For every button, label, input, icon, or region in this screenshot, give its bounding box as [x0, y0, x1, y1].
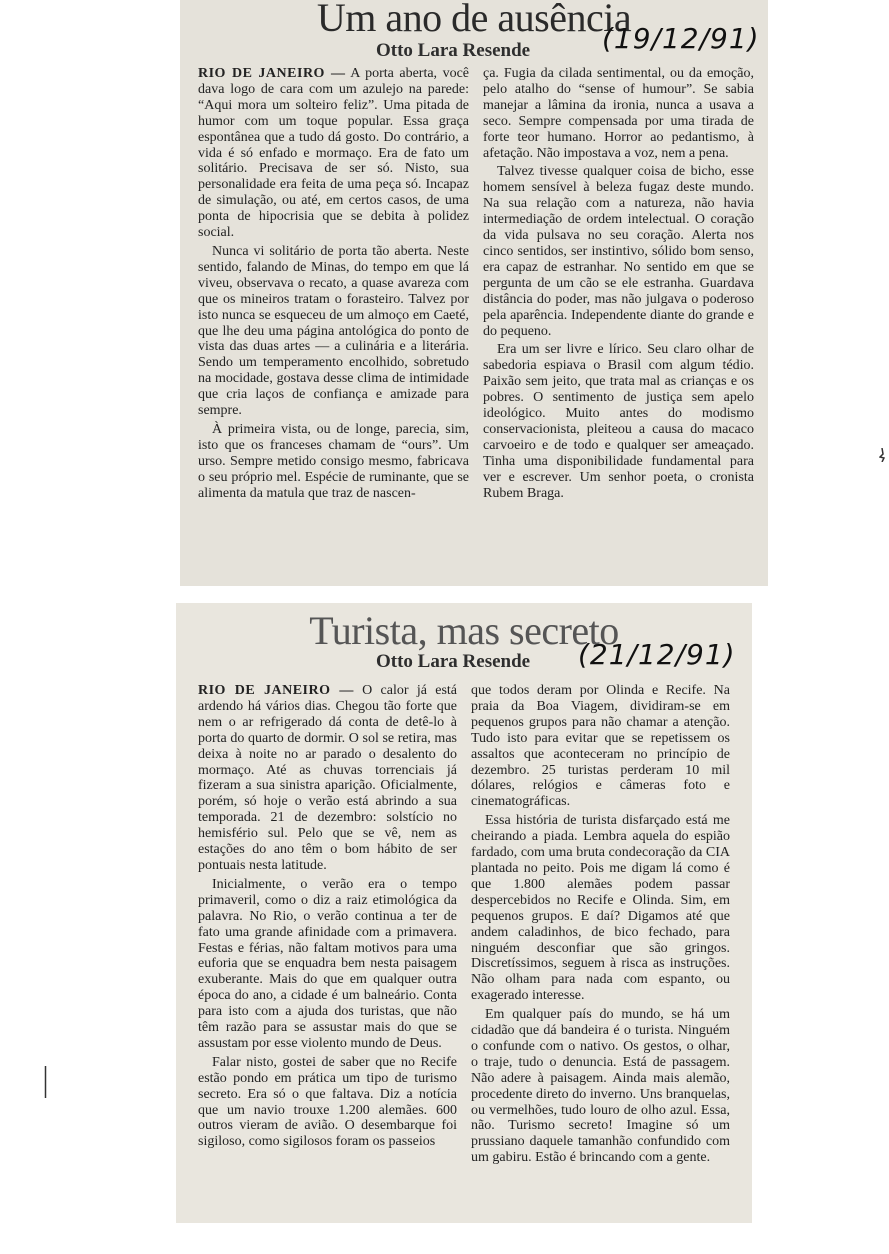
handwritten-date: (21/12/91) [578, 638, 736, 671]
paragraph: que todos deram por Olinda e Recife. Na praia da Boa Viagem, dividiram-se em pequenos grupos para não chamar a atenção. Tudo isto para evitar que se repetissem os assaltos que aconteceram no princípio de dezembro. 25 turistas perderam 10 mil dólares, relógios e câmeras foto e cinematográficas. [471, 683, 730, 810]
paragraph: RIO DE JANEIRO — A porta aberta, você dava logo de cara com um azulejo na parede: “Aqui mora um solteiro feliz”. Uma pitada de humor com um toque popular. Essa graça espontânea que a tudo dá gosto. Do contrário, a vida é só enfado e mormaço. Era de fato um solitário. Precisava de ser só. Nisto, sua personalidade era feita de uma peça só. Incapaz de simulação, ou até, em certos casos, de uma ponta de hipocrisia que se debita à polidez social. [198, 66, 469, 241]
byline: Otto Lara Resende [376, 40, 531, 61]
scan-mark [879, 448, 885, 462]
column-left [198, 683, 457, 1169]
clipping-turista-mas-secreto [176, 603, 752, 1223]
column-left [198, 66, 469, 504]
paragraph: Nunca vi solitário de porta tão aberta. Neste sentido, falando de Minas, do tempo em que lá viveu, observava o recato, a quase avareza com que os mineiros tratam o forasteiro. Talvez por isto nunca se esqueceu de um almoço em Caeté, que lhe deu uma página antológica do ponto de vista das duas artes — a culinária e a literária. Sendo um temperamento encolhido, sobretudo na mocidade, gostava desse clima de intimidade que cria laços de confiança e amizade para sempre. [198, 243, 469, 419]
paragraph: Inicialmente, o verão era o tempo primaveril, como o diz a raiz etimológica da palavra. No Rio, o verão continua a ter de fato uma grande afinidade com a primavera. Festas e férias, não faltam motivos para uma euforia que se enquadra bem nesta paisagem exuberante. Mais do que em qualquer outra época do ano, a cidade é um balneário. Conta para isto com a ajuda dos turistas, que não têm razão para se assustar mais do que se assustam por esse violento mundo de Deus. [198, 876, 457, 1051]
clipping-um-ano-de-ausencia [180, 0, 768, 586]
paragraph: Falar nisto, gostei de saber que no Recife estão pondo em prática um tipo de turismo secreto. Era só o que faltava. Diz a notícia que um navio trouxe 1.200 alemães. 600 outros vieram de avião. O desembarque foi sigiloso, como sigilosos foram os passeios [198, 1054, 457, 1150]
handwritten-date: (19/12/91) [602, 22, 760, 55]
paragraph: Essa história de turista disfarçado está me cheirando a piada. Lembra aquela do espião fardado, com uma bruta condecoração da CIA plantada no peito. Pois me digam lá como é que 1.800 alemães podem passar despercebidos no Recife e Olinda. Sim, em pequenos grupos. E daí? Digamos até que andem caladinhos, de bico fechado, para ninguém desconfiar que são gringos. Discretíssimos, seguem à risca as instruções. Não olham para nada com espanto, ou exagerado interesse. [471, 813, 730, 1004]
paragraph: À primeira vista, ou de longe, parecia, sim, isto que os franceses chamam de “ours”. Um urso. Sempre metido consigo mesmo, fabricava o seu próprio mel. Espécie de ruminante, que se alimenta da matula que traz de nascen- [198, 421, 469, 501]
dateline: RIO DE JANEIRO — [198, 66, 346, 81]
article-body [198, 66, 754, 504]
paragraph: RIO DE JANEIRO — O calor já está ardendo há vários dias. Chegou tão forte que nem o ar refrigerado dá conta de detê-lo à porta do quarto de dormir. O sol se retira, mas deixa à noite no ar parado o desalento do mormaço. Até as chuvas torrenciais já fizeram a sua sinistra aparição. Oficialmente, porém, só hoje o verão está abrindo a sua temporada. 21 de dezembro: solstício no hemisfério sul. Pelo que se vê, nem as estações do ano têm o bom hábito de ser pontuais nesta latitude. [198, 683, 458, 873]
paragraph: Em qualquer país do mundo, se há um cidadão que dá bandeira é o turista. Ninguém o confunde com o nativo. Os gestos, o olhar, o traje, tudo o denuncia. Está de passagem. Não adere à paisagem. Ainda mais alemão, procedente direto do inverno. Uns branquelas, ou vermelhões, tudo louro de olho azul. Essa, não. Turismo secreto! Imagine só um prussiano daquele tamanhão confundido com um gabiru. Estão é brincando com a gente. [471, 1007, 730, 1166]
paragraph: Era um ser livre e lírico. Seu claro olhar de sabedoria espiava o Brasil com algum tédio. Paixão sem jeito, que trata mal as crianças e os pobres. O sentimento de justiça sem apelo ideológico. Muito antes do modismo conservacionista, pleiteou a causa do macaco carvoeiro e de todo e qualquer ser ameaçado. Tinha uma disponibilidade fundamental para ver e escrever. Um senhor poeta, o cronista Rubem Braga. [483, 342, 754, 501]
headline: Um ano de ausência [316, 0, 632, 40]
paragraph: Talvez tivesse qualquer coisa de bicho, esse homem sensível à beleza fugaz deste mundo. Na sua relação com a natureza, não havia intermediação de ordem intelectual. O coração da vida pulsava no seu coração. Alerta nos cinco sentidos, ser instintivo, sólido bom senso, era capaz de estranhar. No sentido em que se pergunta de um cão se ele estranha. Guardava distância do poder, mas não julgava o poderoso pela aparência. Independente diante do grande e do pequeno. [483, 164, 754, 339]
column-right [471, 683, 730, 1169]
headline: Turista, mas secreto [309, 608, 619, 653]
paragraph: ça. Fugia da cilada sentimental, ou da emoção, pelo atalho do “sense of humour”. Se sabia manejar a lâmina da ironia, nunca a usava a seco. Sempre compensada por uma tirada de forte teor humano. Horror ao pedantismo, à afetação. Não impostava a voz, nem a pena. [483, 66, 754, 161]
article-body [198, 683, 730, 1169]
column-right [483, 66, 754, 504]
scan-mark [44, 1066, 47, 1098]
dateline: RIO DE JANEIRO — [198, 683, 354, 698]
byline: Otto Lara Resende [376, 651, 531, 672]
